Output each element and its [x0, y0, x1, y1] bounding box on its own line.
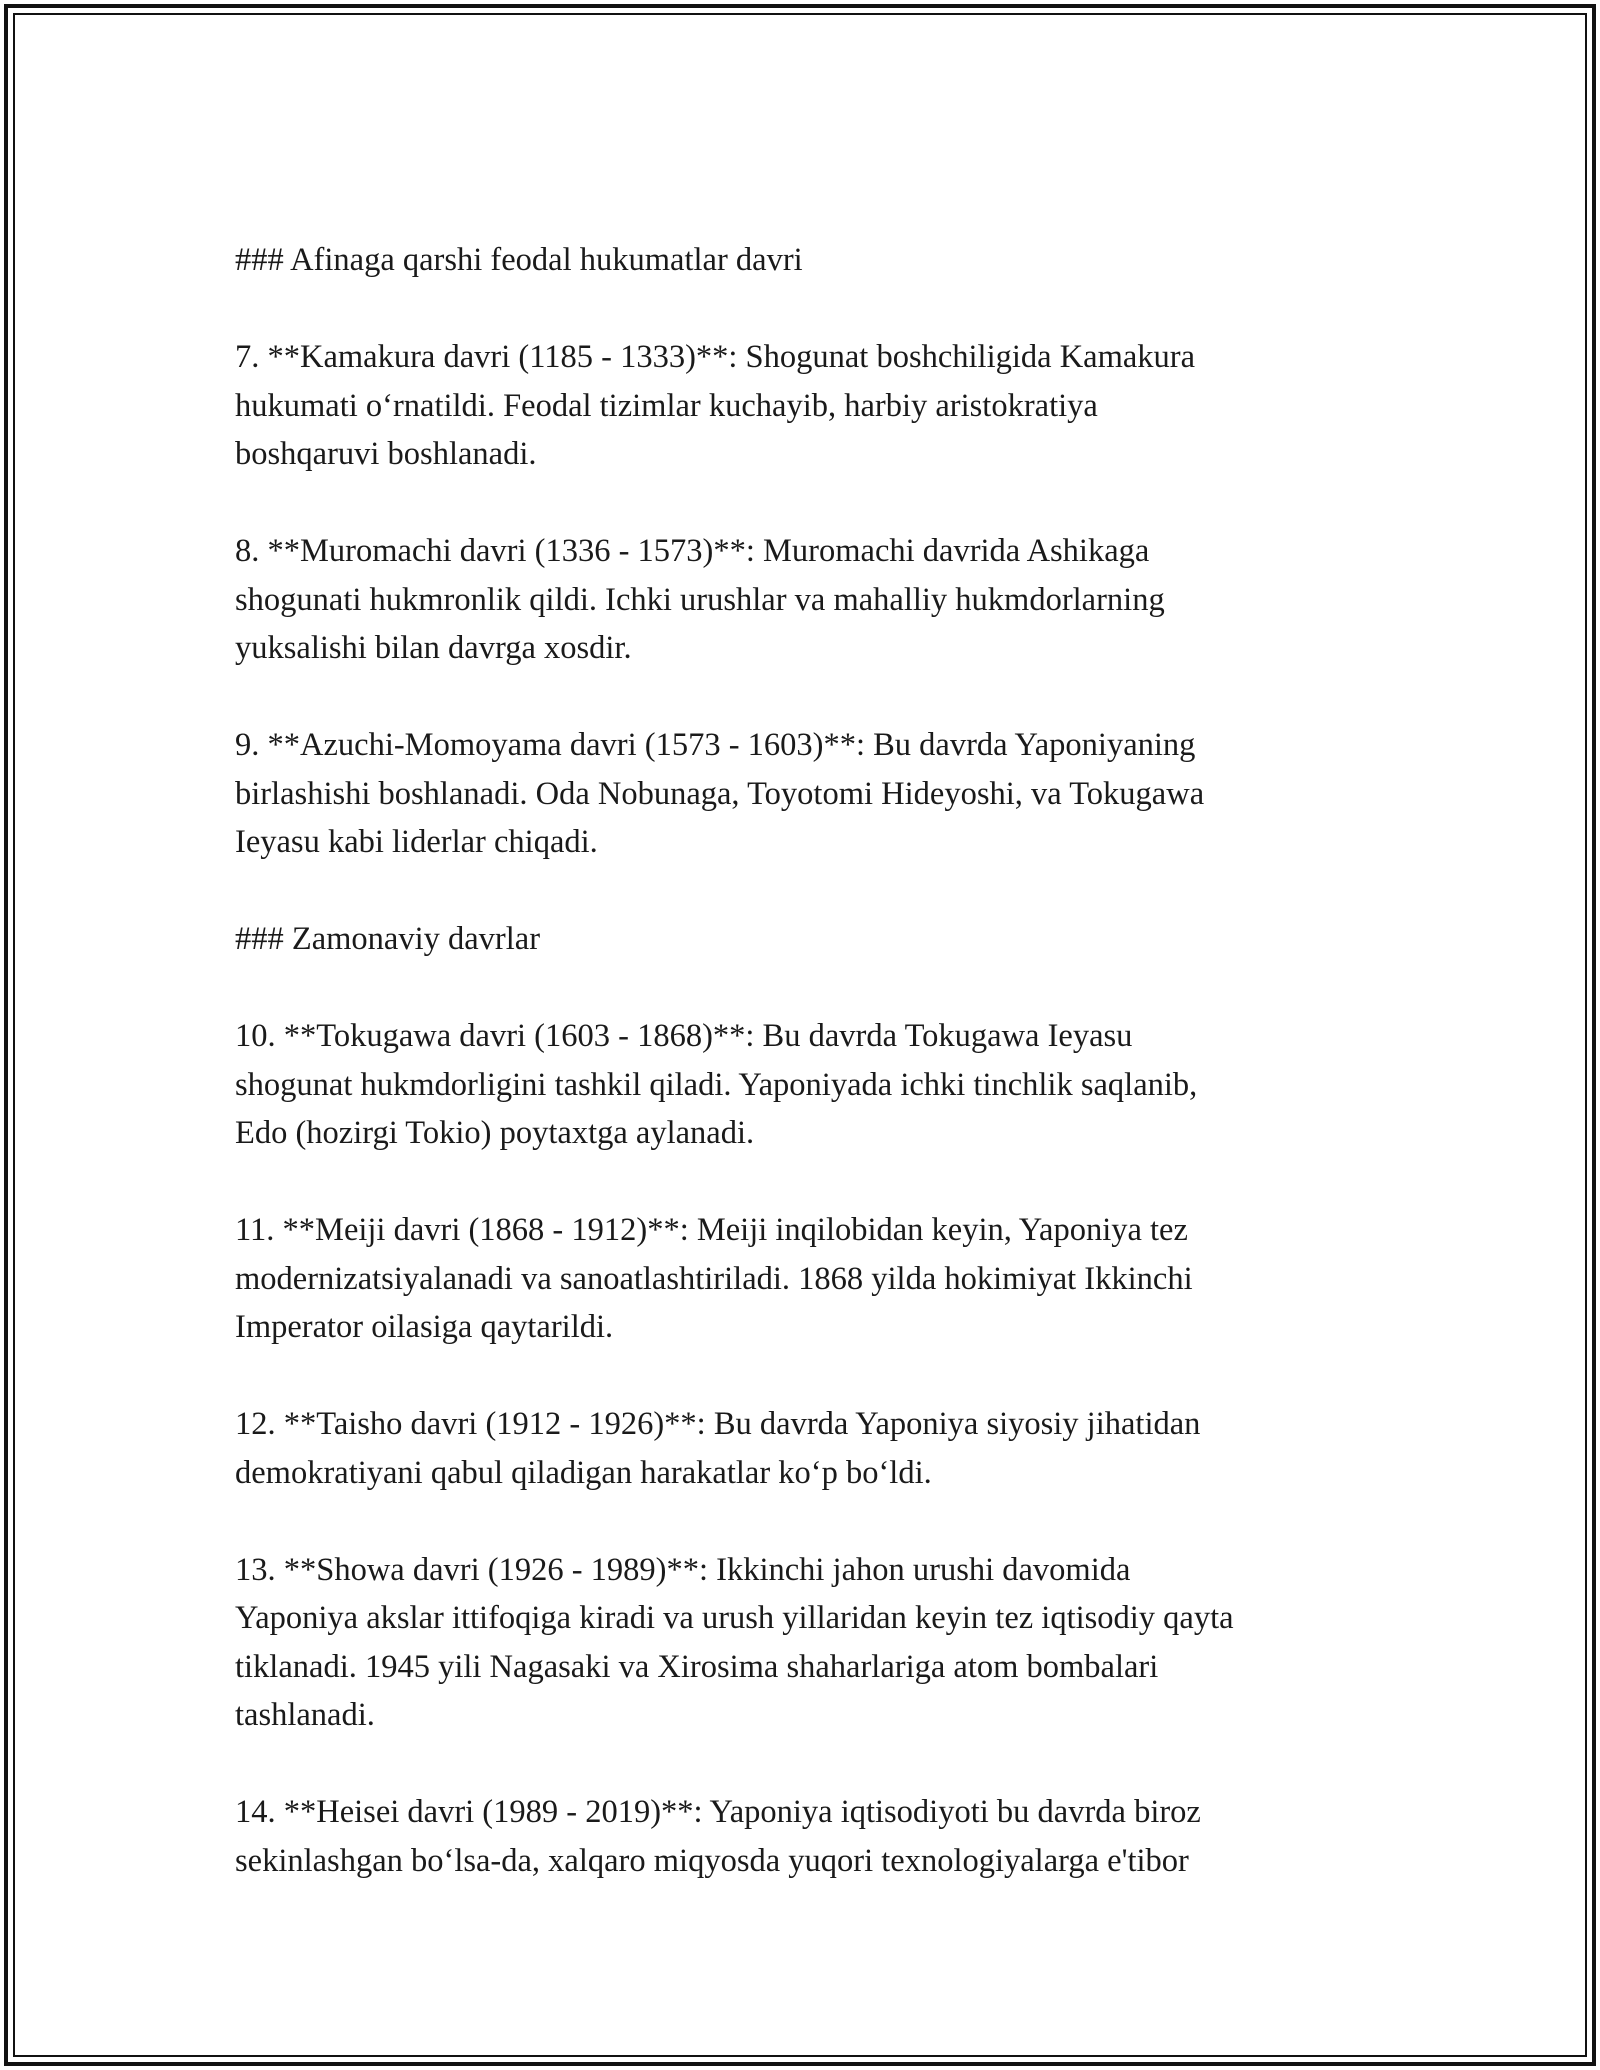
- list-item-tokugawa: 10. **Tokugawa davri (1603 - 1868)**: Bu davrda Tokugawa Ieyasu shogunat hukmdorligini tashkil qiladi. Yaponiyada ichki tinchlik saqlanib, Edo (hozirgi Tokio) poytaxtga aylanadi.: [235, 1018, 1198, 1151]
- list-item-azuchi-momoyama: 9. **Azuchi-Momoyama davri (1573 - 1603)**: Bu davrda Yaponiyaning birlashishi boshlanadi. Oda Nobunaga, Toyotomi Hideyoshi, va Tokugawa Ieyasu kabi liderlar chiqadi.: [235, 727, 1205, 860]
- list-item-muromachi: 8. **Muromachi davri (1336 - 1573)**: Muromachi davrida Ashikaga shogunati hukmronlik qildi. Ichki urushlar va mahalliy hukmdorlarning yuksalishi bilan davrga xosdir.: [235, 533, 1165, 666]
- list-item-heisei: 14. **Heisei davri (1989 - 2019)**: Yaponiya iqtisodiyoti bu davrda biroz sekinlashgan bo‘lsa-da, xalqaro miqyosda yuqori texnologiyalarga e'tibor: [235, 1794, 1201, 1879]
- section-heading-feudal: ### Afinaga qarshi feodal hukumatlar davri: [235, 242, 803, 278]
- section-heading-modern: ### Zamonaviy davrlar: [235, 921, 541, 957]
- document-body: [235, 236, 1375, 1934]
- list-item-kamakura: 7. **Kamakura davri (1185 - 1333)**: Shogunat boshchiligida Kamakura hukumati o‘rnatildi. Feodal tizimlar kuchayib, harbiy aristokratiya boshqaruvi boshlanadi.: [235, 339, 1196, 472]
- list-item-taisho: 12. **Taisho davri (1912 - 1926)**: Bu davrda Yaponiya siyosiy jihatidan demokratiyani qabul qiladigan harakatlar ko‘p bo‘ldi.: [235, 1406, 1201, 1491]
- list-item-meiji: 11. **Meiji davri (1868 - 1912)**: Meiji inqilobidan keyin, Yaponiya tez modernizatsiyalanadi va sanoatlashtiriladi. 1868 yilda hokimiyat Ikkinchi Imperator oilasiga qaytarildi.: [235, 1212, 1193, 1345]
- list-item-showa: 13. **Showa davri (1926 - 1989)**: Ikkinchi jahon urushi davomida Yaponiya akslar ittifoqiga kiradi va urush yillaridan keyin tez iqtisodiy qayta tiklanadi. 1945 yili Nagasaki va Xirosima shaharlariga atom bombalari tashlanadi.: [235, 1551, 1234, 1733]
